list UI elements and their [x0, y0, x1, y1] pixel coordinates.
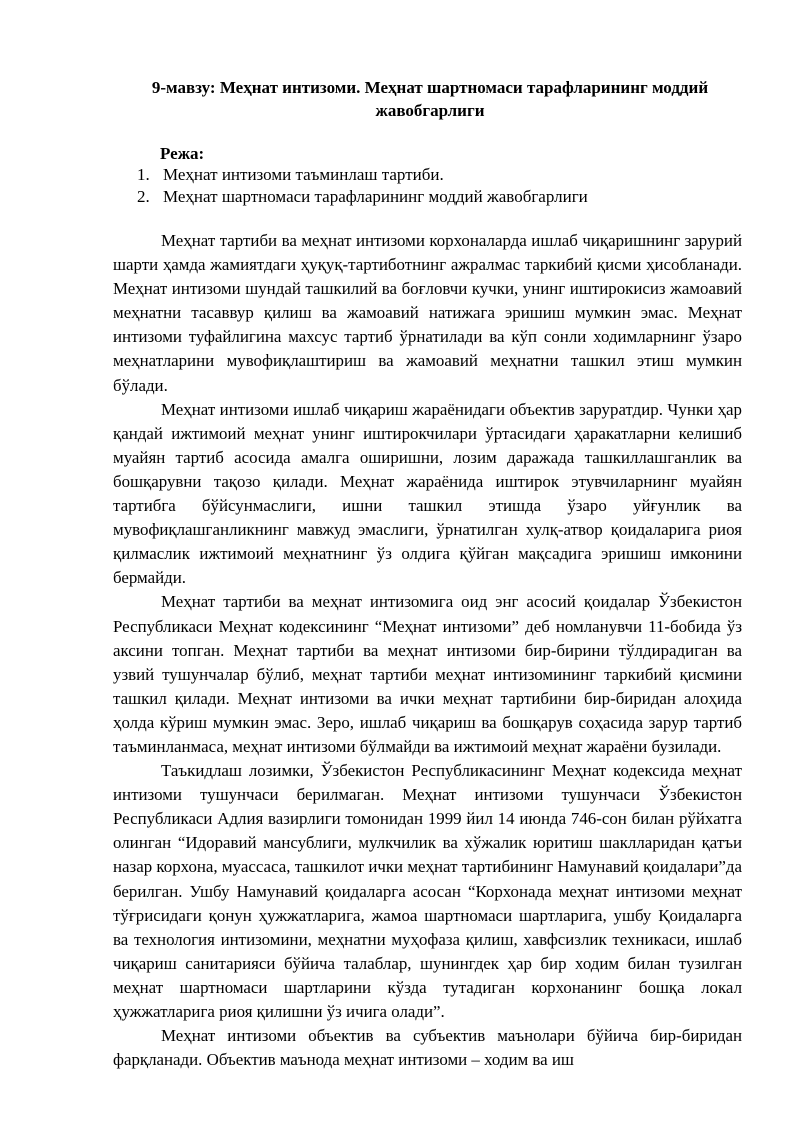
paragraph: Меҳнат тартиби ва меҳнат интизоми корхоналарда ишлаб чиқаришнинг зарурий шарти ҳамда жамиятдаги ҳуқуқ-тартиботнинг ажралмас таркибий қисми ҳисобланади. Меҳнат интизоми шундай ташкилий ва боғловчи кучки, унинг иштирокисиз жамоавий меҳнатни тасаввур қилиш ва жамоавий натижага эришиш мумкин эмас. Меҳнат интизоми туфайлигина махсус тартиб ўрнатилади ва кўп сонли ходимларнинг ўзаро меҳнатларини мувофиқлаштириш ва жамоавий меҳнатни ташкил этиш мумкин бўлади. — [113, 231, 742, 395]
page-title: 9-мавзу: Меҳнат интизоми. Меҳнат шартномаси тарафларининг моддий жавобгарлиги — [151, 78, 709, 120]
list-item-number: 2. — [137, 187, 150, 206]
document-body — [113, 229, 742, 1072]
paragraph: Меҳнат интизоми объектив ва субъектив маънолари бўйича бир-биридан фарқланади. Объектив маънода меҳнат интизоми – ходим ва иш — [113, 1026, 742, 1070]
list-item-text: Меҳнат шартномаси тарафларининг моддий жавобгарлиги — [163, 187, 588, 206]
plan-list — [137, 164, 588, 208]
paragraph: Таъкидлаш лозимки, Ўзбекистон Республикасининг Меҳнат кодексида меҳнат интизоми тушунчаси берилмаган. Меҳнат интизоми тушунчаси Ўзбекистон Республикаси Адлия вазирлиги томонидан 1999 йил 14 июнда 746-сон билан рўйхатга олинган “Идоравий мансублиги, мулкчилик ва хўжалик юритиш шаклларидан қатъи назар корхона, муассаса, ташкилот ички меҳнат тартибининг Намунавий қоидалари”да берилган. Ушбу Намунавий қоидаларга асосан “Корхонада меҳнат интизоми меҳнат тўғрисидаги қонун ҳужжатларига, жамоа шартномаси шартларига, ушбу Қоидаларга ва технология интизомини, меҳнатни муҳофаза қилиш, хавфсизлик техникаси, ишлаб чиқариш санитарияси бўйича талаблар, шунингдек ҳар бир ходим билан тузилган меҳнат шартномаси шартларини кўзда тутадиган корхонанинг бошқа локал ҳужжатларига риоя қилишни ўз ичига олади”. — [113, 761, 742, 1021]
list-item-number: 1. — [137, 165, 150, 184]
list-item — [137, 186, 588, 208]
plan-heading: Режа: — [160, 144, 205, 163]
list-item — [137, 164, 588, 186]
paragraph: Меҳнат тартиби ва меҳнат интизомига оид энг асосий қоидалар Ўзбекистон Республикаси Меҳнат кодексининг “Меҳнат интизоми” деб номланувчи 11-бобида ўз аксини топган. Меҳнат тартиби ва меҳнат интизоми бир-бирини тўлдирадиган ва узвий тушунчалар бўлиб, меҳнат тартиби меҳнат интизомининг таркибий қисмини ташкил қилади. Меҳнат интизоми ва ички меҳнат тартибини бир-биридан алоҳида ҳолда кўриш мумкин эмас. Зеро, ишлаб чиқариш ва бошқарув соҳасида зарур тартиб таъминланмаса, меҳнат интизоми бўлмайди ва ижтимоий меҳнат жараёни бузилади. — [113, 592, 742, 756]
paragraph: Меҳнат интизоми ишлаб чиқариш жараёнидаги объектив заруратдир. Чунки ҳар қандай ижтимоий меҳнат унинг иштирокчилари ўртасидаги ҳаракатларни келишиб муайян тартиб асосида амалга оширишни, лозим даражада ташкиллашганлик ва бошқарувни тақозо қилади. Меҳнат жараёнида иштирок этувчиларнинг муайян тартибга бўйсунмаслиги, ишни ташкил этишда ўзаро уйғунлик ва мувофиқлашганликнинг мавжуд эмаслиги, ўрнатилган хулқ-атвор қоидаларига риоя қилмаслик ижтимоий меҳнатнинг ўз олдига қўйган мақсадига эришиш имконини бермайди. — [113, 399, 742, 588]
list-item-text: Меҳнат интизоми таъминлаш тартиби. — [163, 165, 444, 184]
